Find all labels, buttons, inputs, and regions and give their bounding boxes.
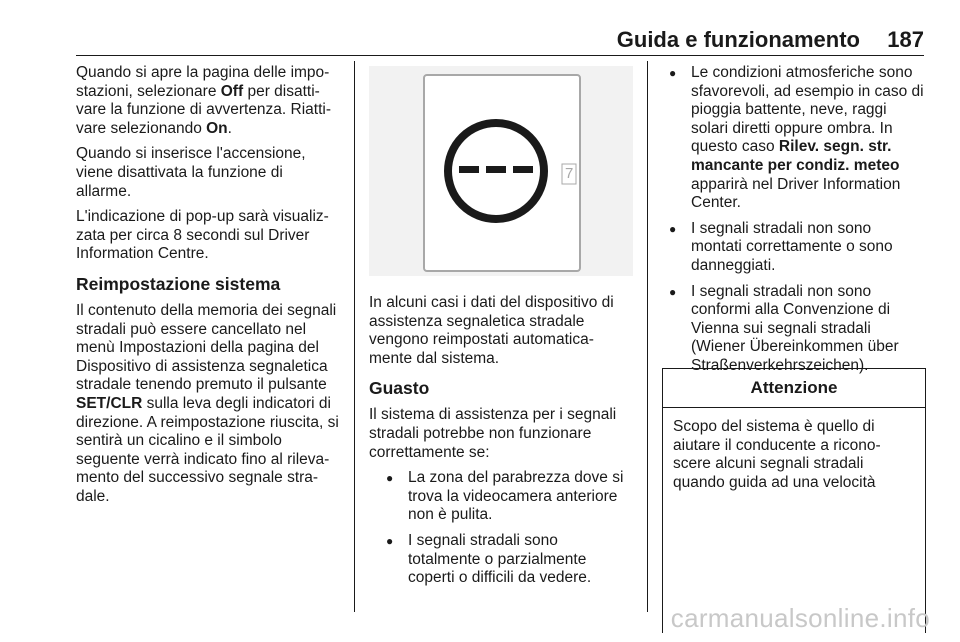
paragraph-ignition: Quando si inserisce l'accensione, viene disattivata la funzione di allarme. <box>76 145 306 200</box>
list-item: ● La zona del parabrezza dove si trova la videocamera anteriore non è pulita. <box>379 469 633 525</box>
figure-label: 7 <box>565 165 574 182</box>
heading-fault: Guasto <box>369 378 430 399</box>
paragraph-auto-reset: In alcuni casi i dati del dispositivo di assistenza segnaletica stradale vengono reimpostati automatica-mente dal sistema. <box>369 294 614 367</box>
column-1 <box>76 64 342 513</box>
list-item: ● I segnali stradali non sono montati correttamente o sono danneggiati. <box>662 220 926 276</box>
column-2 <box>369 294 633 595</box>
attention-title: Attenzione <box>663 369 925 408</box>
list-item: ● I segnali stradali sono totalmente o parzialmente coperti o difficili da vedere. <box>379 532 633 588</box>
paragraph-reset: Il contenuto della memoria dei segnali stradali può essere cancellato nel menù Impostazioni della pagina del Dispositivo di assistenza segnaletica stradale tenendo premuto il pulsante SET/CLR sulla leva degli indicatori di direzione. A reimpostazione riuscita, si sentirà un cicalino e il simbolo seguente verrà indicato fino al rileva-mento del successivo segnale stra-dale. <box>76 301 339 505</box>
no-sign-detected-icon <box>369 66 633 276</box>
page-header-title: Guida e funzionamento <box>616 27 860 52</box>
page-number: 187 <box>887 27 924 52</box>
conditions-list <box>662 64 926 376</box>
list-item: ● Le condizioni atmosferiche sono sfavorevoli, ad esempio in caso di pioggia battente, neve, raggi solari diretti oppure ombra. In questo caso Rilev. segn. str. mancante per condiz. meteo apparirà nel Driver Information Center. <box>662 64 926 213</box>
column-divider-left <box>354 61 355 612</box>
watermark: carmanualsonline.info <box>670 603 930 633</box>
attention-text: Scopo del sistema è quello di aiutare il conducente a ricono-scere alcuni segnali stradali quando guida ad una velocità <box>673 418 881 491</box>
fault-list <box>369 469 633 588</box>
paragraph-settings-off: Quando si apre la pagina delle impo-stazioni, selezionare Off per disatti-vare la funzione di avvertenza. Riatti-vare selezionando On. <box>76 64 332 137</box>
heading-system-reset: Reimpostazione sistema <box>76 273 281 294</box>
paragraph-fault-intro: Il sistema di assistenza per i segnali stradali potrebbe non funzionare correttamente se: <box>369 406 617 461</box>
list-item: ● I segnali stradali non sono conformi alla Convenzione di Vienna sui segnali stradali (Wiener Übereinkommen über Straßenverkehrszeichen). <box>662 283 926 376</box>
column-3 <box>662 64 926 383</box>
column-divider-right <box>647 61 648 612</box>
paragraph-popup: L'indicazione di pop-up sarà visualiz-zata per circa 8 secondi sul Driver Information Centre. <box>76 208 329 263</box>
header-rule <box>76 55 924 56</box>
attention-box <box>662 368 926 633</box>
reset-symbol-figure <box>369 66 633 276</box>
